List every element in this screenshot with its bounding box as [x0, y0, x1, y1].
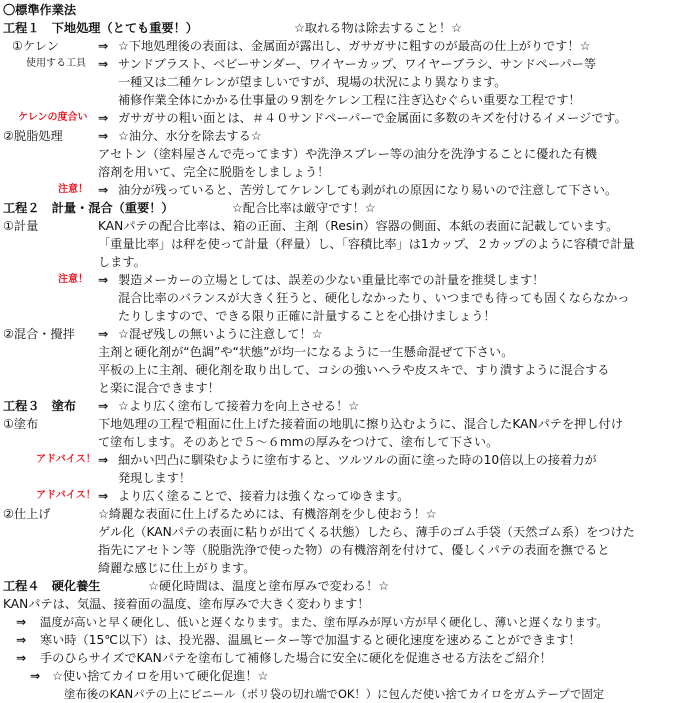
apply-advice2: アドバイス！ ⇒ より広く塗ることで、接着力は強くなってゆきます。	[36, 489, 410, 503]
apply-line1: ①塗布 下地処理の工程で粗面に仕上げた接着面の地肌に擦り込むように、混合したKANパテを押し付け	[3, 417, 623, 431]
degrease-line2: アセトン（塗料屋さんで売ってます）や洗浄スプレー等の油分を洗浄することに優れた有機	[98, 147, 598, 161]
apply-advice1b: 発現します！	[118, 471, 192, 485]
measure-line3: します。	[98, 255, 146, 269]
apply-line2: て塗布します。そのあとで５～６mmの厚みをつけて、塗布して下さい。	[98, 435, 499, 449]
doc-title: 〇標準作業法	[3, 3, 77, 17]
mix-line1: ②混合・攪拌 ⇒ ☆混ぜ残しの無いように注意して！☆	[3, 327, 323, 341]
finish-line1: ②仕上げ ☆綺麗な表面に仕上げるためには、有機溶剤を少し使おう！☆	[3, 507, 437, 521]
step2-header: 工程２ 計量・混合（重要！）	[3, 201, 174, 215]
kerem-line4: 補修作業全体にかかる仕事量の９割をケレン工程に注ぎ込むぐらい重要な工程です！	[118, 93, 581, 107]
step4-header: 工程４ 硬化養生	[3, 579, 101, 593]
finish-line2: ゲル化（KANパテの表面に粘りが出てくる状態）したら、薄手のゴム手袋（天然ゴム系）をつけた	[98, 525, 635, 539]
cure-line1: KANパテは、気温、接着面の温度、塗布厚みで大きく変わります！	[3, 597, 370, 611]
kerem-degree: ケレンの度合い ⇒ ガサガサの粗い面とは、＃４０サンドペーパーで金属面に多数のキズを付けるイメージです。	[18, 111, 627, 125]
cure-line4: ⇒ 手のひらサイズでKANパテを塗布して補修した場合に安全に硬化を促進させる方法をご紹介！	[16, 651, 552, 665]
kerem-tools: 使用する工具 ⇒ サンドブラスト、ベビーサンダー、ワイヤーカップ、ワイヤーブラシ、サンドペーパー等	[26, 57, 597, 71]
mix-line2: 主剤と硬化剤が“色調”や“状態”が均一になるように一生懸命混ぜて下さい。	[98, 345, 514, 359]
mix-line4: と楽に混合できます！	[98, 381, 220, 395]
mix-line3: 平板の上に主剤、硬化剤を取り出して、コシの強いヘラや皮スキで、すり潰すように混合する	[98, 363, 610, 377]
step1-header: 工程１ 下地処理（とても重要！）	[3, 21, 198, 35]
cure-line2: ⇒ 温度が高いと早く硬化し、低いと遅くなります。また、塗布厚みが厚い方が早く硬化し、薄いと遅くなります。	[16, 615, 608, 629]
kerem-line3: 一種又は二種ケレンが望ましいですが、現場の状況により異なります。	[118, 75, 507, 89]
cure-line3: ⇒ 寒い時（15℃以下）は、投光器、温風ヒーター等で加温すると硬化速度を速めることができます！	[16, 633, 581, 647]
finish-line4: 綺麗な感じに仕上がります。	[98, 561, 256, 575]
step1-note-row: ☆取れる物は除去すること！☆	[294, 21, 463, 35]
measure-caution1: 注意！ ⇒ 製造メーカーの立場としては、誤差の少ない重量比率での計量を推奨します！	[58, 273, 545, 287]
step4-note-row: ☆硬化時間は、温度と塗布厚みで変わる！☆	[148, 579, 390, 593]
measure-caution2: 混合比率のバランスが大きく狂うと、硬化しなかったり、いつまでも待っても固くならなかっ	[118, 291, 630, 305]
step2-note-row: ☆配合比率は厳守です！☆	[232, 201, 376, 215]
degrease-caution: 注意！ ⇒ 油分が残っていると、苦労してケレンしても剥がれの原因になり易いので注意して下さい。	[58, 183, 618, 197]
measure-line1: ①計量 KANパテの配合比率は、箱の正面、主剤（Resin）容器の側面、本紙の表面に記載しています。	[3, 219, 619, 233]
apply-advice1: アドバイス！ ⇒ 細かい凹凸に馴染むように塗布すると、ツルツルの面に塗った時の10倍以上の接着力が	[36, 453, 597, 467]
finish-line3: 指先にアセトン等（脱脂洗浄で使った物）の有機溶剤を付けて、優しくパテの表面を撫でると	[98, 543, 610, 557]
cure-line5: ⇒ ☆使い捨てカイロを用いて硬化促進！☆	[30, 669, 269, 683]
kerem-line1: ①ケレン ⇒ ☆下地処理後の表面は、金属面が露出し、ガサガサに粗すのが最高の仕上がりです！☆	[12, 39, 591, 53]
measure-line2: 「重量比率」は秤を使って計量（秤量）し、「容積比率」は1カップ、２カップのように容積で計量	[98, 237, 635, 251]
measure-caution3: たりしますので、できる限り正確に計量することを心掛けましょう！	[118, 309, 496, 323]
cure-line6: 塗布後のKANパテの上にビニール（ポリ袋の切れ端でOK！）に包んだ使い捨てカイロをガムテープで固定	[64, 687, 605, 701]
degrease-line1: ②脱脂処理 ⇒ ☆油分、水分を除去する☆	[3, 129, 262, 143]
step3-header: 工程３ 塗布	[3, 399, 77, 413]
degrease-line3: 溶剤を用いて、完全に脱脂をしましょう！	[98, 165, 330, 179]
step3-note-row: ⇒ ☆より広く塗布して接着力を向上させる！☆	[98, 399, 360, 413]
